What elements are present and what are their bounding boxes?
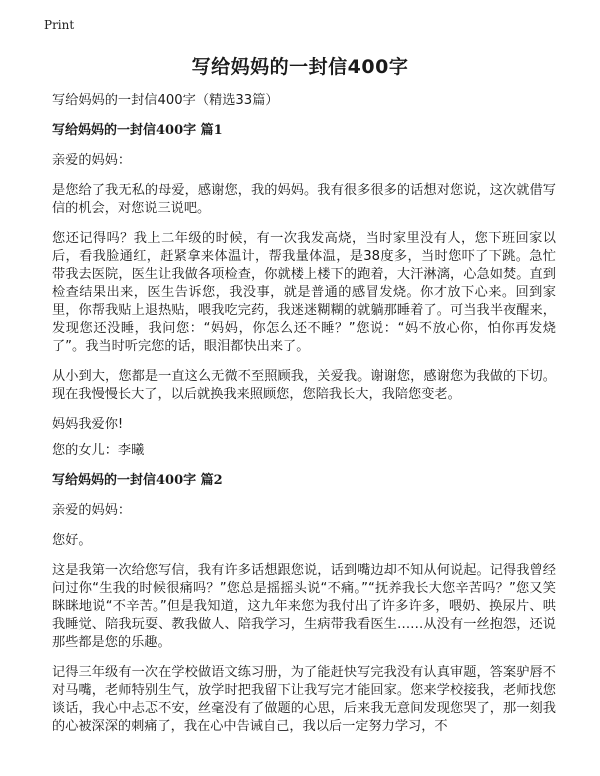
paragraph: 从小到大，您都是一直这么无微不至照顾我，关爱我。谢谢您，感谢您为我做的下切。现在我慢慢长大了，以后就换我来照顾您，您陪我长大，我陪您变老。 <box>52 369 556 402</box>
document-subtitle: 写给妈妈的一封信400字（精选33篇） <box>52 93 279 108</box>
paragraph: 记得三年级有一次在学校做语文练习册，为了能赶快写完我没有认真审题，答案驴唇不对马嘴，老师特别生气，放学时把我留下让我写完才能回家。您来学校接我，老师找您谈话，我心中忐忑不安，丝毫没有了做题的心思，后来我无意间发现您哭了，那一刻我的心被深深的刺痛了，我在心中告诫自己，我以后一定努力学习，不 <box>52 665 556 734</box>
paragraph: 妈妈我爱你! <box>52 417 124 432</box>
document-body <box>52 92 556 748</box>
signature-line: 您的女儿：李曦 <box>52 443 145 458</box>
print-label: Print <box>44 18 75 32</box>
section-heading-1: 写给妈妈的一封信400字 篇1 <box>52 123 223 138</box>
paragraph: 这是我第一次给您写信，我有许多话想跟您说，话到嘴边却不知从何说起。记得我曾经问过你“生我的时候很痛吗？”您总是摇摇头说“不痛。”“抚养我长大您辛苦吗？”您又笑眯眯地说“不辛苦。”但是我知道，这九年来您为我付出了许多许多，喂奶、换尿片、哄我睡觉、陪我玩耍、教我做人、陪我学习，生病带我看医生……从没有一丝抱怨，还说那些都是您的乐趣。 <box>52 563 556 650</box>
salutation: 亲爱的妈妈： <box>52 503 132 518</box>
paragraph: 您还记得吗？我上二年级的时候，有一次我发高烧，当时家里没有人，您下班回家以后，看我脸通红，赶紧拿来体温计，帮我量体温，是38度多，当时您吓了下跳。急忙带我去医院，医生让我做各项检查，你就楼上楼下的跑着，大汗淋漓，心急如焚。直到检查结果出来，医生告诉您，我没事，就是普通的感冒发烧。你才放下心来。回到家里，你帮我贴上退热贴，喂我吃完药，我迷迷糊糊的就躺那睡着了。可当我半夜醒来，发现您还没睡，我问您：“妈妈，你怎么还不睡？”您说：“妈不放心你，怕你再发烧了”。我当时听完您的话，眼泪都快出来了。 <box>52 231 556 354</box>
salutation: 亲爱的妈妈： <box>52 153 132 168</box>
section-heading-2: 写给妈妈的一封信400字 篇2 <box>52 473 223 488</box>
paragraph: 您好。 <box>52 533 92 548</box>
document-title: 写给妈妈的一封信400字 <box>191 56 409 78</box>
paragraph: 是您给了我无私的母爱，感谢您，我的妈妈。我有很多很多的话想对您说，这次就借写信的机会，对您说三说吧。 <box>52 183 556 216</box>
